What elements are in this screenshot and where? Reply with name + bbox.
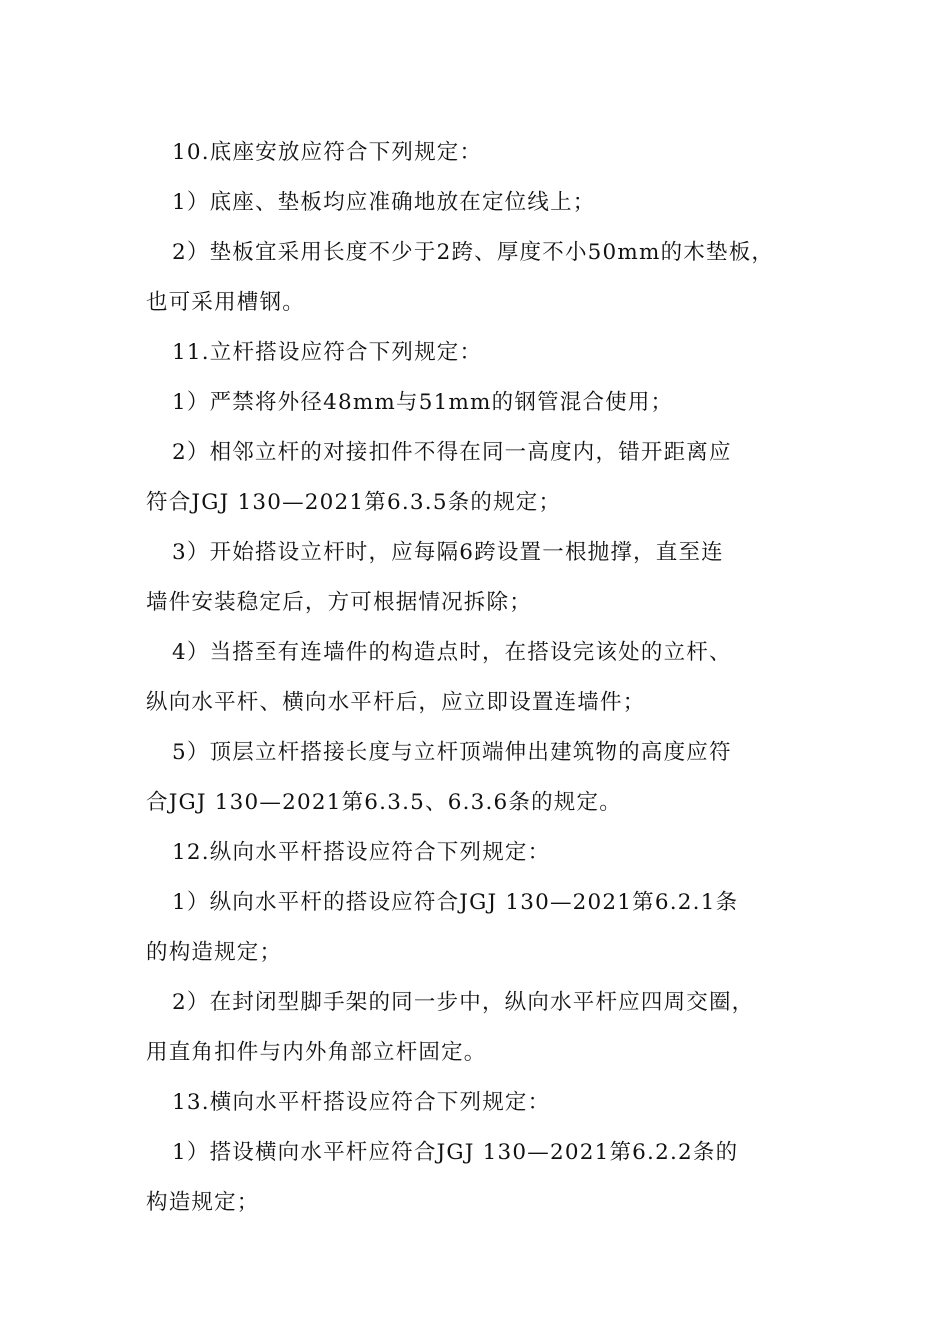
section-10-item-2-continued: 也可采用槽钢。 — [146, 290, 305, 315]
section-11-item-5: 5）顶层立杆搭接长度与立杆顶端伸出建筑物的高度应符 — [172, 740, 732, 765]
section-11-item-3-continued: 墙件安装稳定后，方可根据情况拆除； — [146, 590, 532, 615]
section-12-item-1: 1）纵向水平杆的搭设应符合JGJ 130—2021第6.2.1条 — [172, 890, 739, 915]
section-13-item-1: 1）搭设横向水平杆应符合JGJ 130—2021第6.2.2条的 — [172, 1140, 739, 1165]
section-12-item-1-continued: 的构造规定； — [146, 940, 283, 965]
section-10-heading: 10.底座安放应符合下列规定： — [172, 140, 483, 165]
section-11-item-2-continued: 符合JGJ 130—2021第6.3.5条的规定； — [146, 490, 562, 515]
section-13-heading: 13.横向水平杆搭设应符合下列规定： — [172, 1090, 551, 1115]
section-11-heading: 11.立杆搭设应符合下列规定： — [172, 340, 483, 365]
section-11-item-5-continued: 合JGJ 130—2021第6.3.5、6.3.6条的规定。 — [146, 790, 622, 815]
section-12-heading: 12.纵向水平杆搭设应符合下列规定： — [172, 840, 551, 865]
section-12-item-2: 2）在封闭型脚手架的同一步中，纵向水平杆应四周交圈， — [172, 990, 755, 1015]
section-12-item-2-continued: 用直角扣件与内外角部立杆固定。 — [146, 1040, 487, 1065]
section-13-item-1-continued: 构造规定； — [146, 1190, 260, 1215]
section-10-item-2: 2）垫板宜采用长度不少于2跨、厚度不小50mm的木垫板， — [172, 240, 775, 265]
section-10-item-1: 1）底座、垫板均应准确地放在定位线上； — [172, 190, 596, 215]
document-body — [146, 128, 810, 1228]
section-11-item-2: 2）相邻立杆的对接扣件不得在同一高度内，错开距离应 — [172, 440, 732, 465]
section-11-item-3: 3）开始搭设立杆时，应每隔6跨设置一根抛撑，直至连 — [172, 540, 724, 565]
section-11-item-4: 4）当搭至有连墙件的构造点时，在搭设完该处的立杆、 — [172, 640, 732, 665]
section-11-item-4-continued: 纵向水平杆、横向水平杆后，应立即设置连墙件； — [146, 690, 646, 715]
section-11-item-1: 1）严禁将外径48mm与51mm的钢管混合使用； — [172, 390, 674, 415]
